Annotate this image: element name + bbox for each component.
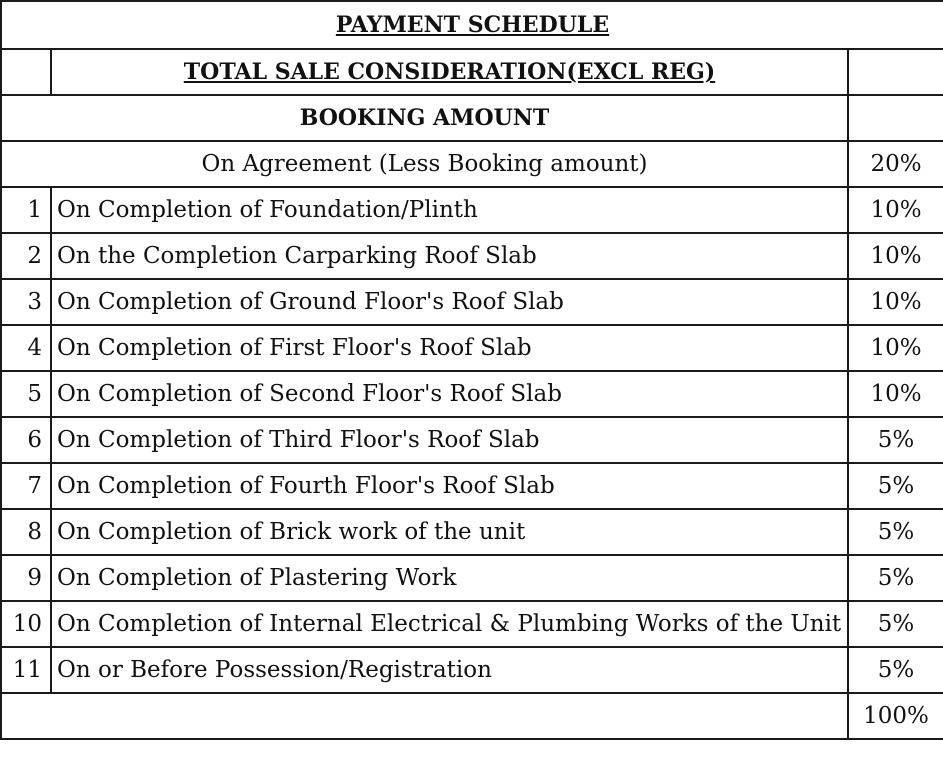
stage-description: On Completion of Second Floor's Roof Slab	[51, 371, 848, 417]
row-number: 6	[1, 417, 51, 463]
blank-cell	[848, 95, 943, 141]
stage-description: On Completion of Plastering Work	[51, 555, 848, 601]
stage-percent: 10%	[848, 233, 943, 279]
stage-percent: 5%	[848, 509, 943, 555]
schedule-title: PAYMENT SCHEDULE	[1, 1, 943, 49]
table-row	[1, 509, 943, 555]
row-number: 7	[1, 463, 51, 509]
total-sale-row	[1, 49, 943, 95]
agreement-label: On Agreement (Less Booking amount)	[1, 141, 848, 187]
agreement-row	[1, 141, 943, 187]
blank-cell	[1, 693, 848, 739]
row-number: 11	[1, 647, 51, 693]
stage-description: On Completion of Third Floor's Roof Slab	[51, 417, 848, 463]
table-row	[1, 233, 943, 279]
booking-amount-heading: BOOKING AMOUNT	[1, 95, 848, 141]
total-sale-heading: TOTAL SALE CONSIDERATION(EXCL REG)	[51, 49, 848, 95]
total-percent: 100%	[848, 693, 943, 739]
stage-description: On Completion of Internal Electrical & Plumbing Works of the Unit	[51, 601, 848, 647]
table-row	[1, 325, 943, 371]
stage-percent: 10%	[848, 279, 943, 325]
stage-percent: 10%	[848, 187, 943, 233]
table-row	[1, 555, 943, 601]
title-row	[1, 1, 943, 49]
row-number: 3	[1, 279, 51, 325]
schedule-rows	[1, 187, 943, 693]
agreement-percent: 20%	[848, 141, 943, 187]
row-number: 4	[1, 325, 51, 371]
stage-description: On or Before Possession/Registration	[51, 647, 848, 693]
stage-description: On Completion of First Floor's Roof Slab	[51, 325, 848, 371]
row-number: 2	[1, 233, 51, 279]
stage-percent: 5%	[848, 555, 943, 601]
row-number: 10	[1, 601, 51, 647]
table-row	[1, 279, 943, 325]
table-row	[1, 417, 943, 463]
total-row	[1, 693, 943, 739]
stage-description: On Completion of Foundation/Plinth	[51, 187, 848, 233]
blank-cell	[848, 49, 943, 95]
stage-percent: 5%	[848, 601, 943, 647]
stage-description: On the Completion Carparking Roof Slab	[51, 233, 848, 279]
row-number: 5	[1, 371, 51, 417]
row-number: 9	[1, 555, 51, 601]
stage-description: On Completion of Ground Floor's Roof Slab	[51, 279, 848, 325]
table-row	[1, 647, 943, 693]
table-row	[1, 601, 943, 647]
table-row	[1, 371, 943, 417]
stage-percent: 10%	[848, 371, 943, 417]
table-row	[1, 187, 943, 233]
stage-description: On Completion of Fourth Floor's Roof Slab	[51, 463, 848, 509]
row-number: 1	[1, 187, 51, 233]
stage-percent: 10%	[848, 325, 943, 371]
booking-row	[1, 95, 943, 141]
stage-description: On Completion of Brick work of the unit	[51, 509, 848, 555]
table-row	[1, 463, 943, 509]
stage-percent: 5%	[848, 463, 943, 509]
row-number: 8	[1, 509, 51, 555]
blank-cell	[1, 49, 51, 95]
stage-percent: 5%	[848, 647, 943, 693]
stage-percent: 5%	[848, 417, 943, 463]
